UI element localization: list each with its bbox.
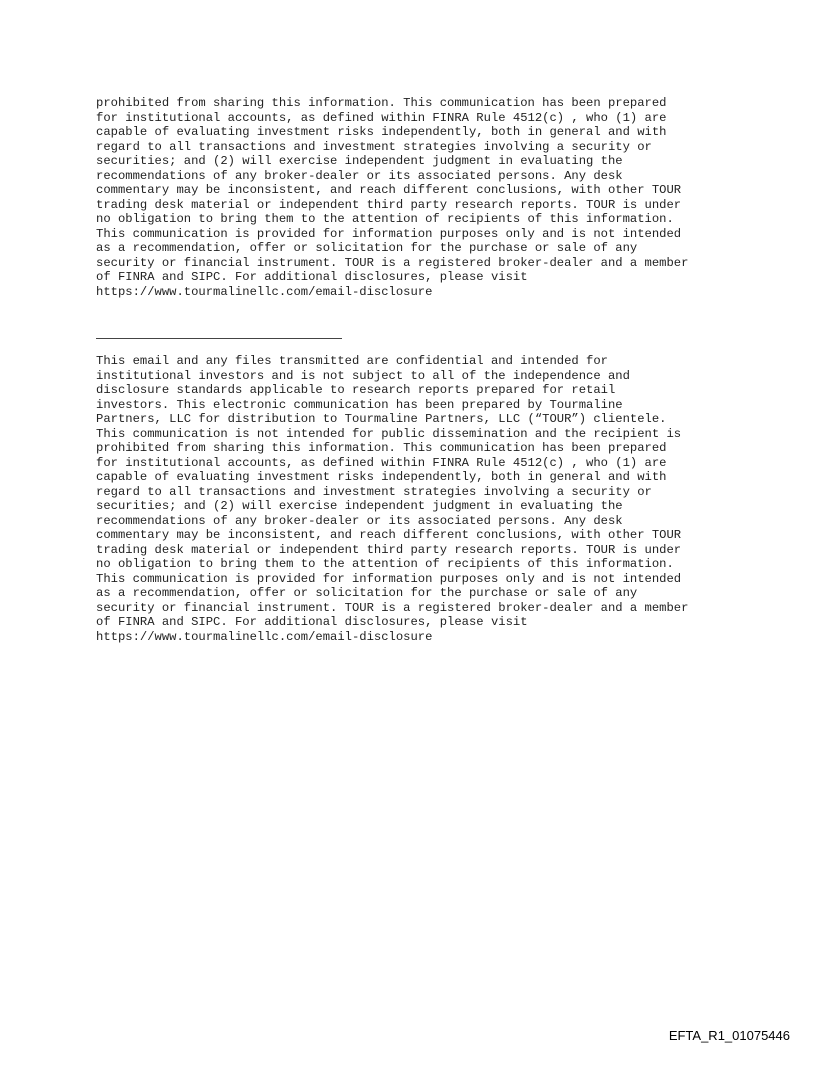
text-line: This communication is provided for information purposes only and is not intended (96, 571, 682, 586)
text-line: securities; and (2) will exercise independent judgment in evaluating the (96, 499, 623, 513)
text-line: prohibited from sharing this information. This communication has been prepared (96, 441, 667, 455)
separator-rule (96, 338, 342, 339)
text-line: https://www.tourmalinellc.com/email-disclosure (96, 629, 433, 644)
text-line: as a recommendation, offer or solicitation for the purchase or sale of any (96, 586, 638, 600)
text-line: regard to all transactions and investment strategies involving a security or (96, 139, 652, 154)
text-line: security or financial instrument. TOUR is a registered broker-dealer and a member (96, 255, 689, 270)
text-line: capable of evaluating investment risks independently, both in general and with (96, 470, 667, 484)
text-line: no obligation to bring them to the attention of recipients of this information. (96, 212, 674, 226)
disclaimer-block-1 (96, 96, 688, 299)
text-line: https://www.tourmalinellc.com/email-disclosure (96, 284, 433, 299)
text-line: This communication is not intended for public dissemination and the recipient is (96, 426, 682, 441)
disclaimer-block-2 (96, 354, 688, 644)
text-line: institutional investors and is not subject to all of the independence and (96, 368, 630, 383)
text-line: disclosure standards applicable to research reports prepared for retail (96, 383, 616, 397)
text-line: commentary may be inconsistent, and reach different conclusions, with other TOUR (96, 528, 682, 542)
text-line: securities; and (2) will exercise independent judgment in evaluating the (96, 154, 623, 168)
text-line: commentary may be inconsistent, and reach different conclusions, with other TOUR (96, 183, 682, 197)
text-line: investors. This electronic communication has been prepared by Tourmaline (96, 397, 623, 412)
text-line: as a recommendation, offer or solicitation for the purchase or sale of any (96, 241, 638, 255)
text-line: Partners, LLC for distribution to Tourmaline Partners, LLC (“TOUR”) clientele. (96, 412, 667, 426)
text-line: security or financial instrument. TOUR is a registered broker-dealer and a member (96, 600, 689, 615)
document-id-stamp: EFTA_R1_01075446 (668, 1028, 790, 1043)
text-line: recommendations of any broker-dealer or its associated persons. Any desk (96, 168, 623, 183)
text-line: This email and any files transmitted are confidential and intended for (96, 354, 608, 368)
text-line: recommendations of any broker-dealer or its associated persons. Any desk (96, 513, 623, 528)
text-line: trading desk material or independent third party research reports. TOUR is under (96, 542, 682, 557)
text-line: This communication is provided for information purposes only and is not intended (96, 226, 682, 241)
text-line: no obligation to bring them to the attention of recipients of this information. (96, 557, 674, 571)
text-line: capable of evaluating investment risks independently, both in general and with (96, 125, 667, 139)
text-line: of FINRA and SIPC. For additional disclosures, please visit (96, 270, 528, 284)
text-line: for institutional accounts, as defined within FINRA Rule 4512(c) , who (1) are (96, 455, 667, 470)
text-line: regard to all transactions and investment strategies involving a security or (96, 484, 652, 499)
text-line: prohibited from sharing this information. This communication has been prepared (96, 96, 667, 110)
text-line: of FINRA and SIPC. For additional disclosures, please visit (96, 615, 528, 629)
text-line: trading desk material or independent third party research reports. TOUR is under (96, 197, 682, 212)
text-line: for institutional accounts, as defined within FINRA Rule 4512(c) , who (1) are (96, 110, 667, 125)
